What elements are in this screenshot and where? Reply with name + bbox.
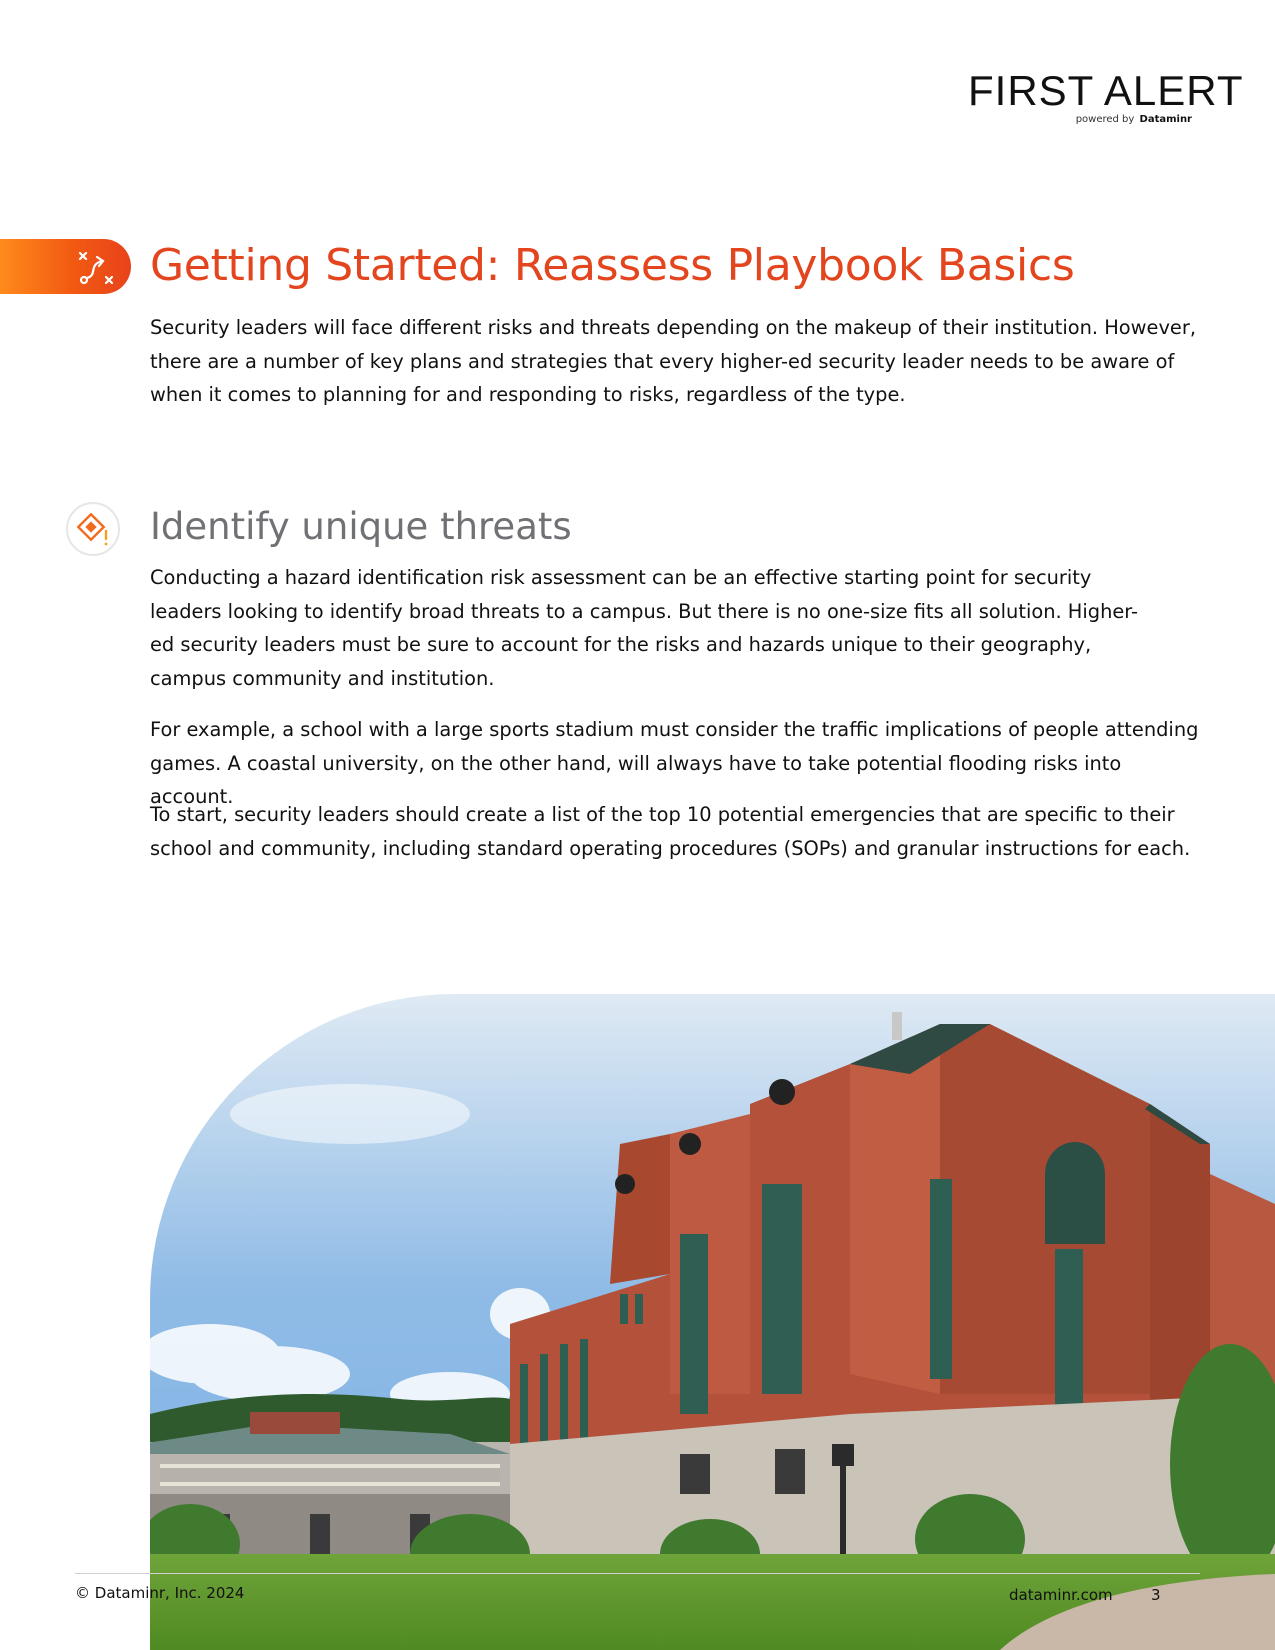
body-paragraph-1: Conducting a hazard identification risk assessment can be an effective starting point for security leaders looking to identify broad threats to a campus. But there is no one-size fits all solution. Higher-ed security leaders must be sure to account for the risks and hazards unique to their geography, campus community and institution. (150, 566, 1139, 690)
logo-powered-by (1076, 114, 1192, 125)
logo-wordmark: FIRST ALERT (968, 67, 1244, 114)
page-number: 3 (1151, 1586, 1161, 1604)
footer-divider (75, 1573, 1200, 1574)
body-paragraph-3: To start, security leaders should create a list of the top 10 potential emergencies that are specific to their school and community, including standard operating procedures (SOPs) and granular instructions for each. (150, 803, 1191, 860)
dataminr-brand: Dataminr (1139, 114, 1192, 125)
subsection-title: Identify unique threats (150, 505, 572, 548)
powered-by-text: powered by (1075, 114, 1135, 125)
hazard-icon-badge (66, 502, 120, 556)
strategy-play-icon (78, 251, 114, 285)
body-paragraph-2: For example, a school with a large sports stadium must consider the traffic implications of people attending games. A coastal university, on the other hand, will always have to take potential flooding risks into account. (150, 718, 1199, 808)
footer-site-link[interactable]: dataminr.com (1009, 1586, 1113, 1604)
hazard-diamond-icon (77, 513, 111, 547)
first-alert-logo (968, 67, 1244, 126)
intro-paragraph: Security leaders will face different risks and threats depending on the makeup of their institution. However, there are a number of key plans and strategies that every higher-ed security leader needs to be aware of when it comes to planning for and responding to risks, regardless of the type. (150, 316, 1196, 406)
section-tab (0, 239, 131, 294)
campus-building-photo (150, 994, 1275, 1650)
footer-copyright: © Dataminr, Inc. 2024 (75, 1584, 245, 1602)
section-title: Getting Started: Reassess Playbook Basics (150, 240, 1075, 291)
